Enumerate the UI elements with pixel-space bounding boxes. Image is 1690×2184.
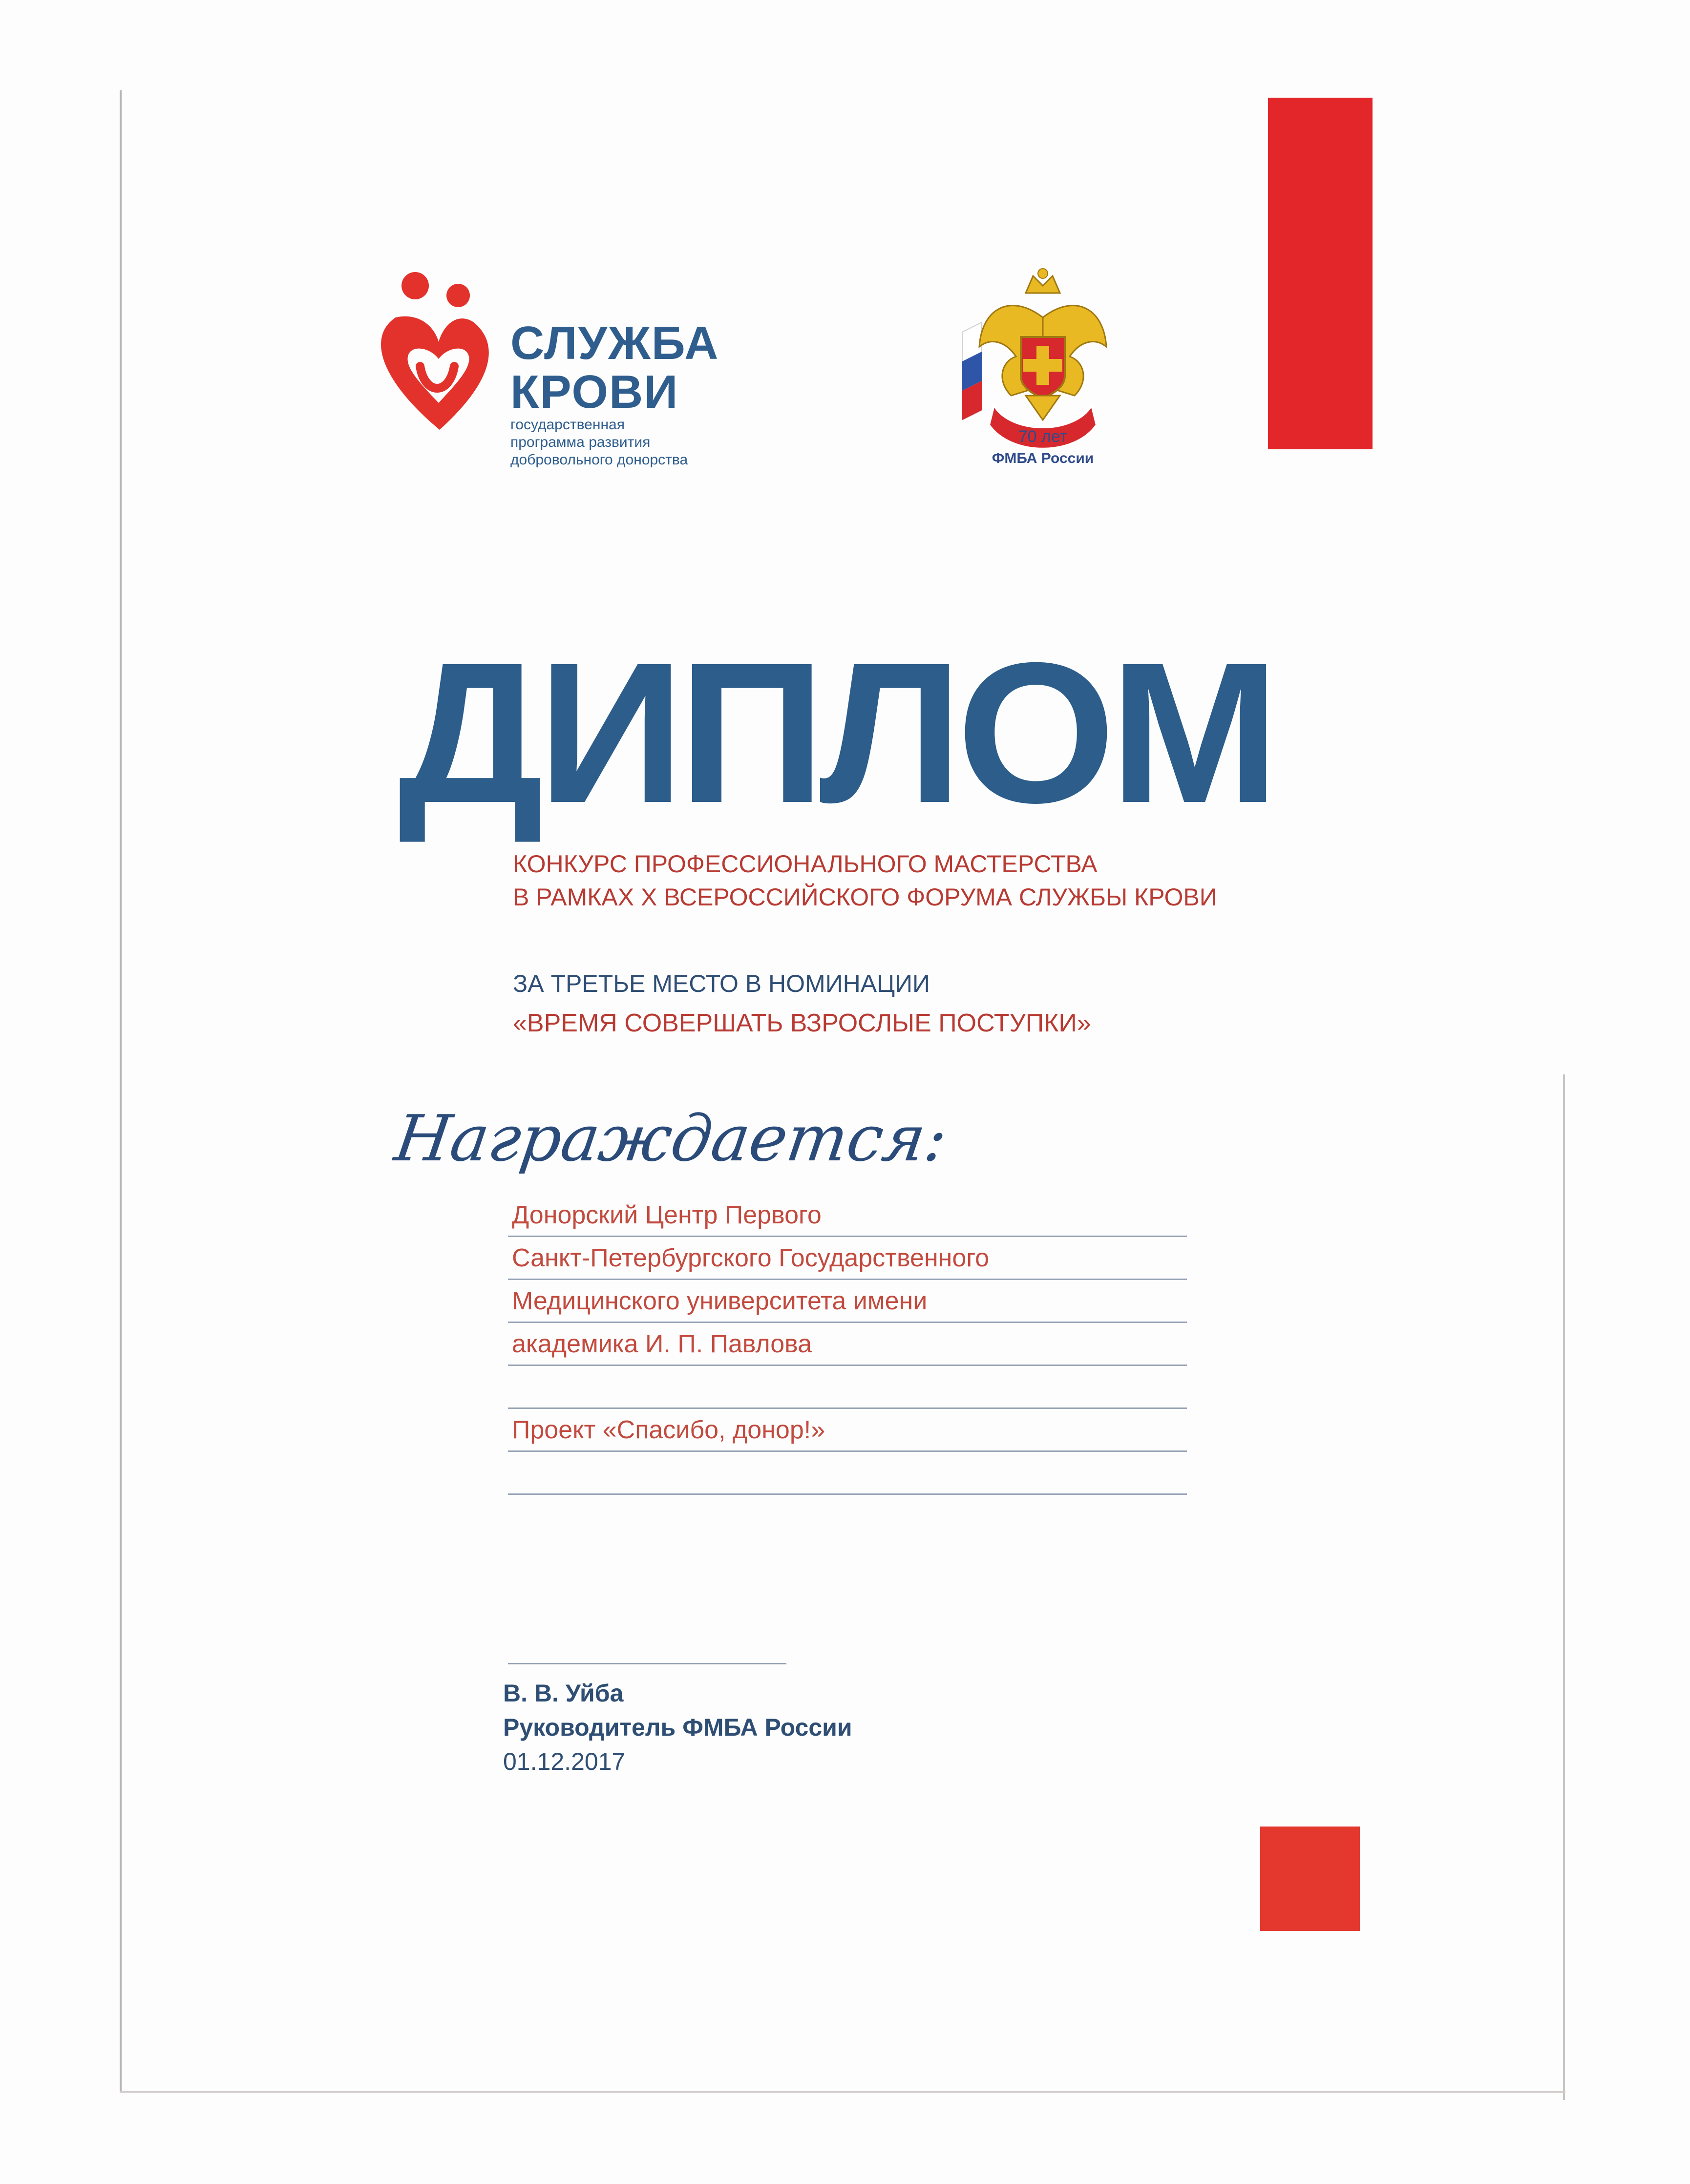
place-text: ЗА ТРЕТЬЕ МЕСТО В НОМИНАЦИИ [513,970,930,997]
contest-description [513,847,1217,914]
contest-line2: В РАМКАХ X ВСЕРОССИЙСКОГО ФОРУМА СЛУЖБЫ КРОВИ [513,883,1217,911]
page-edge-right [1563,1074,1565,2100]
recipient-text-3: Медицинского университета имени [512,1287,928,1315]
recipient-line-3 [508,1282,1187,1323]
recipient-text-4: академика И. П. Павлова [512,1330,812,1358]
recipient-line-5 [508,1368,1187,1409]
emblem-org: ФМБА России [992,450,1094,466]
signature-line [508,1663,786,1664]
signatory-name: В. В. Уйба [503,1680,624,1707]
logo-subtitle [510,416,688,469]
emblem-years: 70 лет [1018,427,1068,446]
blood-service-logo [376,269,738,474]
page-edge-left [120,90,122,2093]
recipient-text-1: Донорский Центр Первого [512,1201,822,1229]
recipient-line-7 [508,1454,1187,1495]
awarded-label: Награждается: [390,1101,952,1176]
recipient-line-6 [508,1411,1187,1452]
logo-title-line2: КРОВИ [510,366,679,418]
double-headed-eagle-icon [952,264,1133,479]
logo-title-line1: СЛУЖБА [510,317,719,369]
logo-subtitle-line3: добровольного донорства [510,452,688,468]
nomination-name: «ВРЕМЯ СОВЕРШАТЬ ВЗРОСЛЫЕ ПОСТУПКИ» [513,1009,1091,1037]
logo-subtitle-line1: государственная [510,417,625,433]
recipient-text-2: Санкт-Петербургского Государственного [512,1244,990,1272]
page-edge-bottom [120,2091,1565,2093]
logo-title [510,317,719,418]
red-decor-square [1260,1827,1360,1931]
signatory-role: Руководитель ФМБА России [503,1714,852,1741]
signature-date: 01.12.2017 [503,1748,626,1775]
recipient-line-4 [508,1325,1187,1366]
heart-people-icon [376,269,503,464]
diploma-title: ДИПЛОМ [398,621,1274,844]
recipient-line-1 [508,1197,1187,1237]
contest-line1: КОНКУРС ПРОФЕССИОНАЛЬНОГО МАСТЕРСТВА [513,850,1098,878]
recipient-text-6: Проект «Спасибо, донор!» [512,1416,825,1444]
fmba-emblem [952,264,1133,479]
recipient-line-2 [508,1239,1187,1280]
red-decor-bar [1268,98,1373,449]
logo-subtitle-line2: программа развития [510,434,651,450]
